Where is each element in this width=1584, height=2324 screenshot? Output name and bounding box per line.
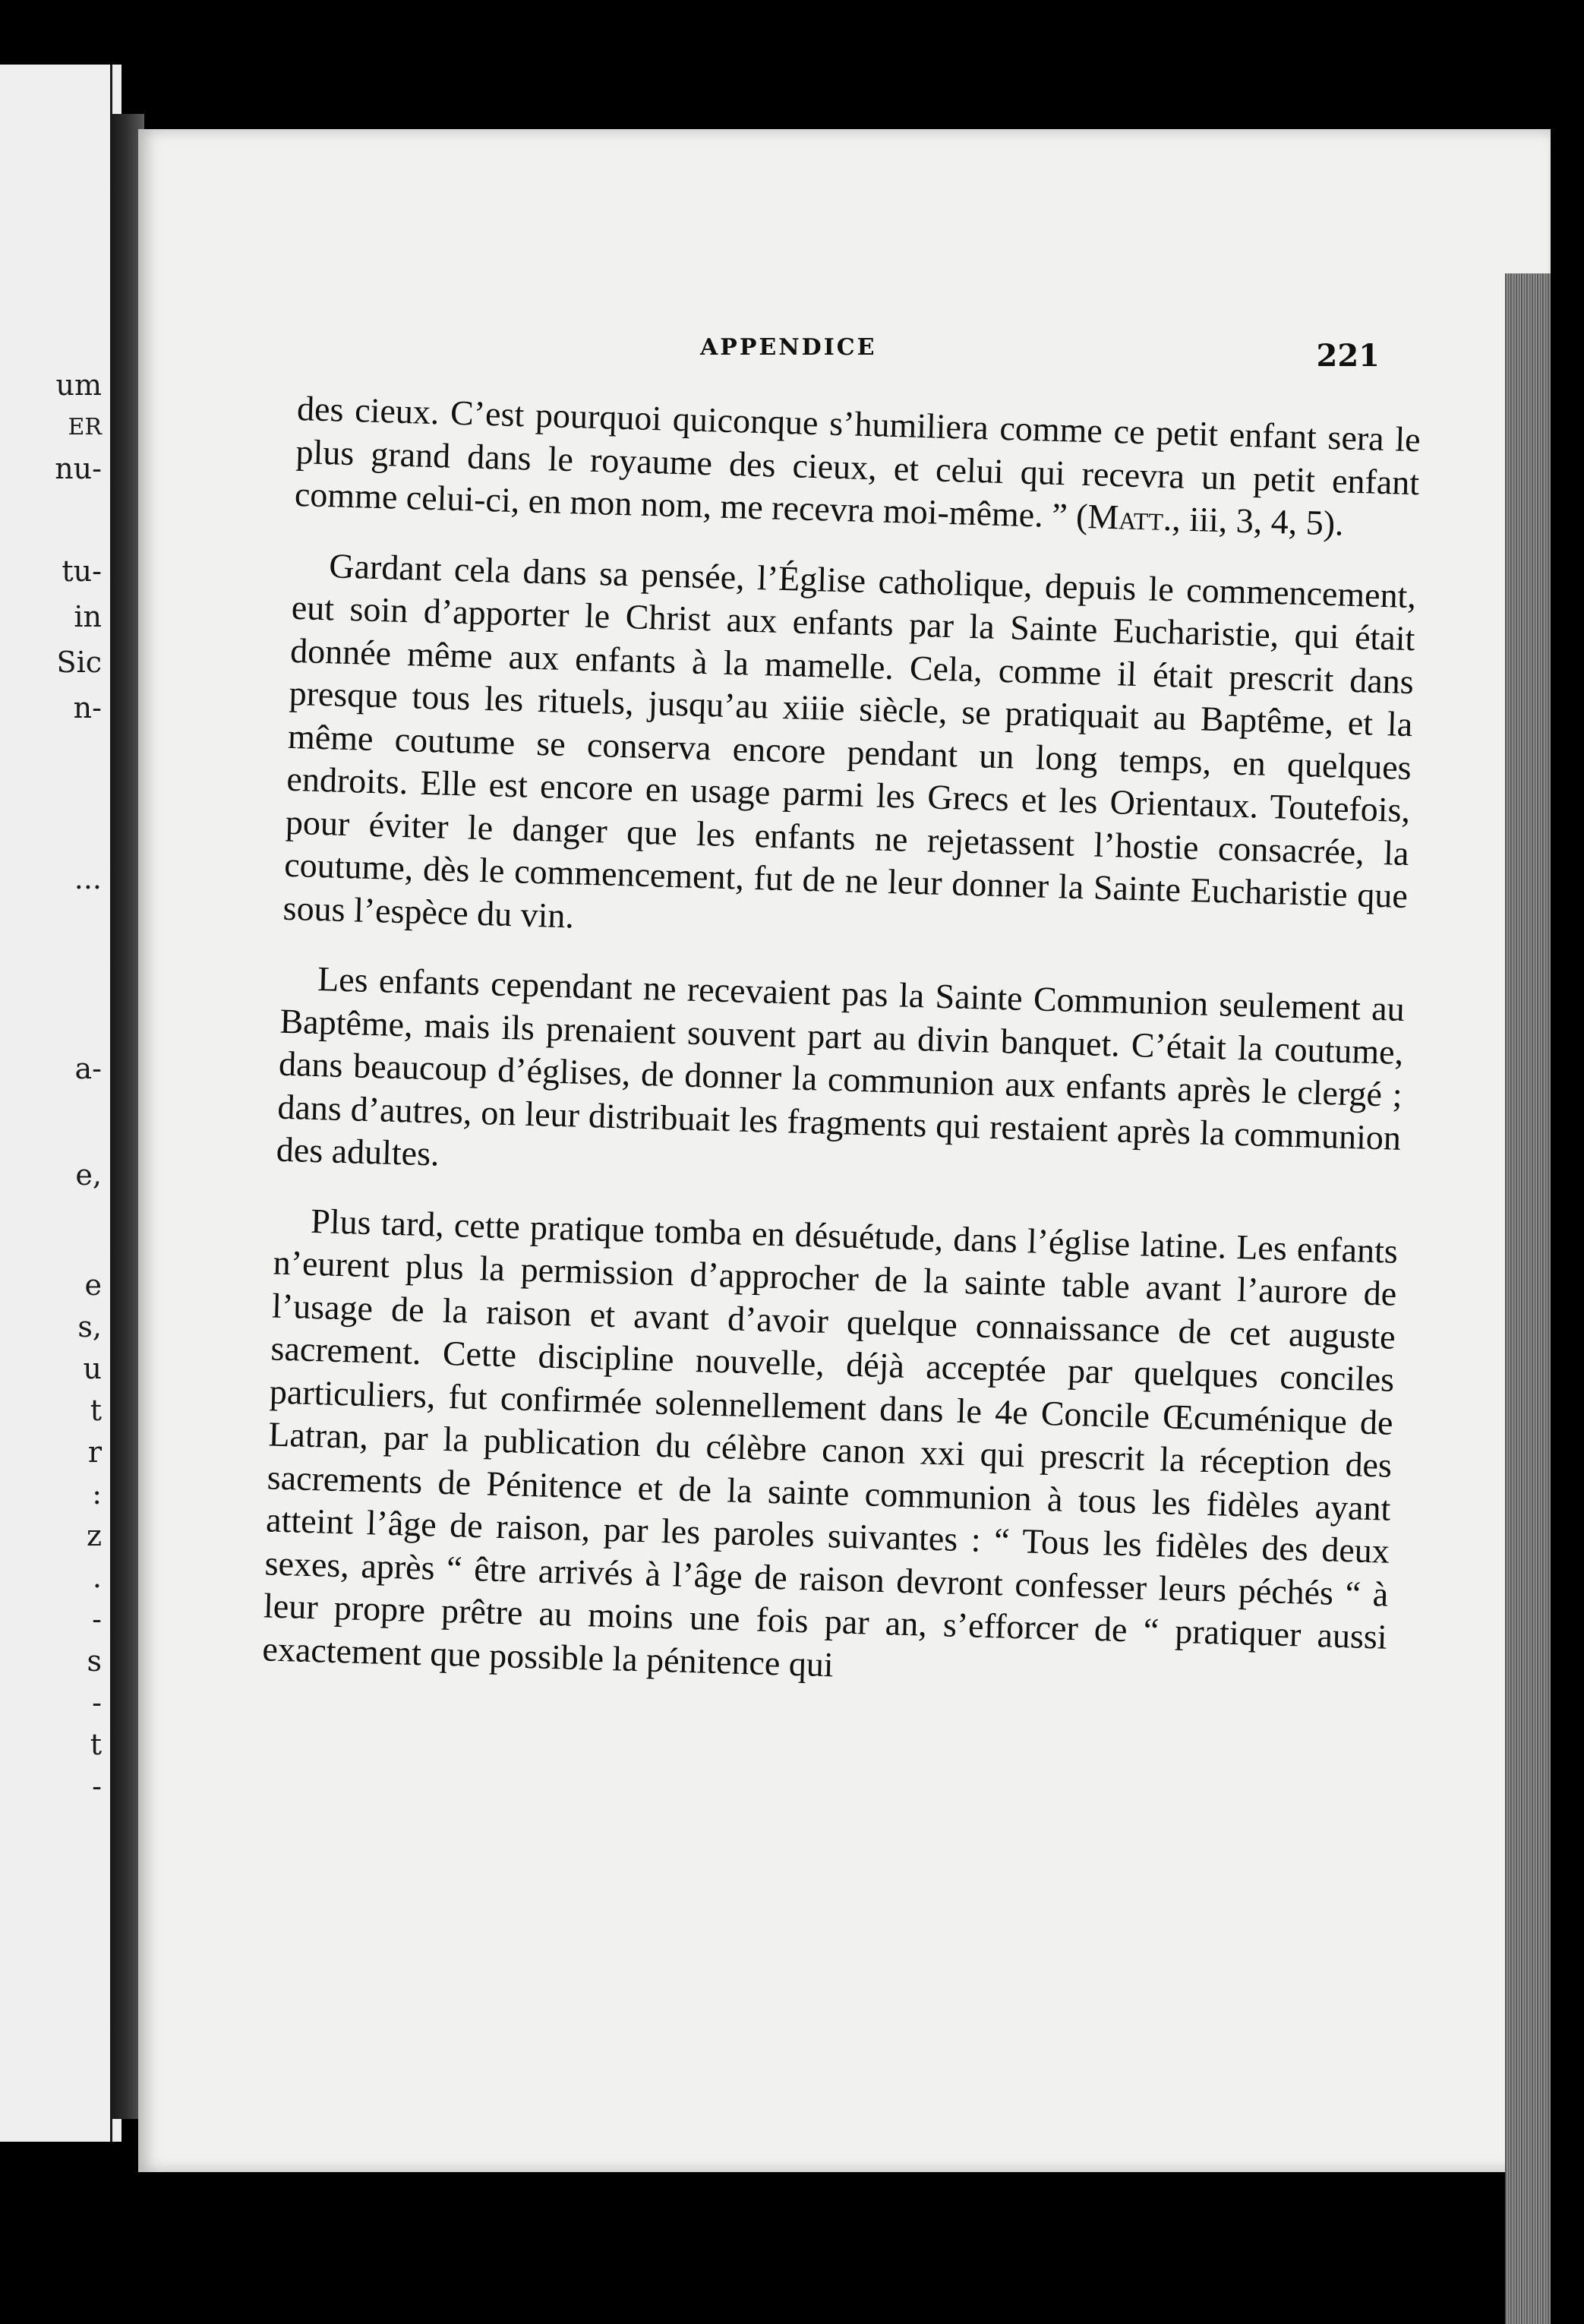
left-fragment: -: [92, 1602, 102, 1636]
left-fragment: e: [84, 1268, 102, 1302]
left-fragment: t: [90, 1394, 102, 1427]
left-fragment: tu-: [62, 554, 102, 588]
left-fragment: ER: [68, 414, 102, 440]
running-head: APPENDICE: [700, 334, 877, 361]
left-fragment: e,: [75, 1158, 102, 1192]
paragraph: [294, 387, 1421, 548]
paragraph: Plus tard, cette pratique tomba en désuétude, dans l’église latine. Les enfants n’eurent plus la permission d’approcher de la sainte table avant l’aurore de l’usage de la raison et avant d’avoir quelque connaissance de cet auguste sacrement. Cette discipline nouvelle, déjà acceptée par quelques conciles particuliers, fut confirmée solennellement dans le 4e Concile Œcuménique de Latran, par la publication du célèbre canon xxi qui prescrit la réception des sacrements de Pénitence et de la sainte communion à tous les fidèles ayant atteint l’âge de raison, par les paroles suivantes : “ Tous les fidèles des deux sexes, après “ être arrivés à l’âge de raison devront confesser leurs péchés “ à leur propre prêtre au moins une fois par an, s’efforcer de “ pratiquer aussi exactement que possible la pénitence qui: [261, 1201, 1399, 1684]
left-fragment: Sic: [56, 646, 102, 679]
left-fragment: s: [87, 1644, 102, 1678]
left-fragment: -: [92, 1770, 102, 1803]
body-text: [251, 387, 1421, 2096]
right-page: [138, 129, 1551, 2172]
scripture-reference: Matt.: [1087, 497, 1173, 538]
left-fragment: r: [87, 1435, 102, 1469]
left-fragment: .: [92, 1561, 102, 1594]
page-number: 221: [1316, 338, 1380, 374]
left-fragment: -: [92, 1686, 102, 1719]
paragraph-text: des cieux. C’est pourquoi quiconque s’humiliera comme ce petit enfant sera le plus grand dans le royaume des cieux, et celui qui recevra un petit enfant comme celui-ci, en mon nom, me recevra moi-même. ” (: [294, 388, 1421, 536]
paragraph: Gardant cela dans sa pensée, l’Église catholique, depuis le commencement, eut soin d’apporter le Christ aux enfants par la Sainte Eucharistie, qui était donnée même aux enfants à la mamelle. Cela, comme il était prescrit dans presque tous les rituels, jusqu’au xiiie siècle, se pratiquait au Baptême, et la même coutume se conserva encore pendant un long temps, en quelques endroits. Elle est encore en usage parmi les Grecs et les Orientaux. Toutefois, pour éviter le danger que les enfants ne rejetassent l’hostie consacrée, la coutume, dès le commencement, fut de ne leur donner la Sainte Eucharistie que sous l’espèce du vin.: [282, 545, 1417, 935]
left-fragment: u: [83, 1352, 102, 1385]
scripture-reference-tail: , iii, 3, 4, 5).: [1171, 499, 1345, 543]
page-edges: [1505, 273, 1551, 2324]
left-fragment: in: [74, 600, 102, 633]
left-fragment: s,: [77, 1310, 102, 1344]
left-fragment: z: [86, 1519, 102, 1552]
left-facing-page: [0, 65, 121, 2142]
left-fragment: nu-: [55, 452, 102, 485]
paragraph: Les enfants cependant ne recevaient pas la Sainte Communion seulement au Baptême, mais ils prenaient souvent part au divin banquet. C’était la coutume, dans beaucoup d’églises, de donner la communion aux enfants après le clergé ; dans d’autres, on leur distribuait les fragments qui restaient après la communion des adultes.: [276, 959, 1406, 1173]
left-fragment: t: [90, 1728, 102, 1761]
left-fragment: ...: [74, 862, 102, 895]
left-fragment: n-: [73, 691, 102, 725]
left-fragment: :: [92, 1477, 102, 1511]
left-fragment: a-: [74, 1052, 102, 1085]
left-fragment: um: [55, 368, 102, 402]
